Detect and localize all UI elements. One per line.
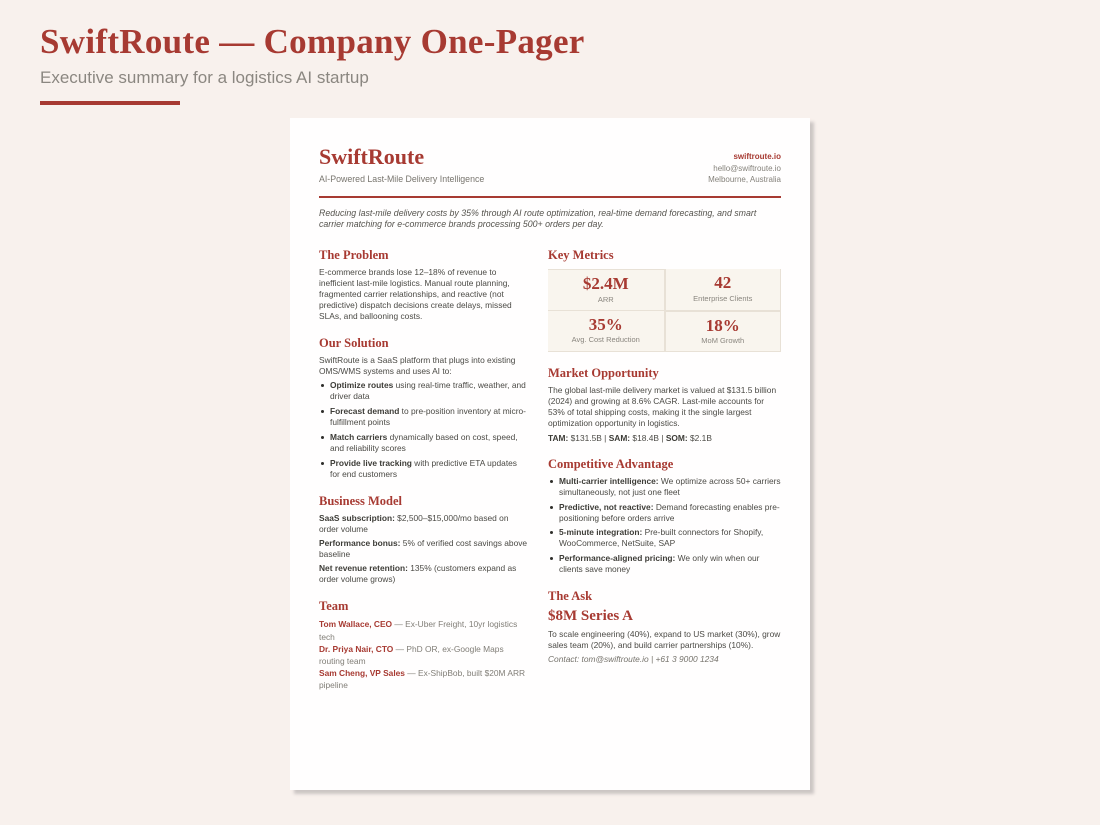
solution-bullet: Optimize routes using real-time traffic, weather, and driver data xyxy=(319,380,528,402)
team-member: Sam Cheng, VP Sales — Ex-ShipBob, built $20M ARR pipeline xyxy=(319,668,526,691)
company-location: Melbourne, Australia xyxy=(708,175,781,185)
section-competitive-advantage xyxy=(548,457,781,575)
market-stat: TAM: $131.5B xyxy=(548,432,602,443)
ask-body: To scale engineering (40%), expand to US market (30%), grow sales team (20%), and build carrier partnerships (10%). xyxy=(548,629,781,651)
advantage-heading: Competitive Advantage xyxy=(548,456,674,471)
right-column xyxy=(548,234,781,692)
metric-label: MoM Growth xyxy=(701,336,745,346)
left-column xyxy=(319,234,528,692)
solution-bullet: Provide live tracking with predictive ETA updates for end customers xyxy=(319,458,528,480)
section-team xyxy=(319,599,528,691)
ask-heading: The Ask xyxy=(548,589,593,604)
metric-value: 18% xyxy=(705,315,740,335)
business-model-item: SaaS subscription: $2,500–$15,000/mo based on order volume xyxy=(319,512,509,534)
metric-value: 42 xyxy=(714,273,732,292)
page-header xyxy=(40,22,585,105)
market-stats xyxy=(548,433,781,443)
metric-label: Avg. Cost Reduction xyxy=(571,335,640,345)
problem-body: E-commerce brands lose 12–18% of revenue to inefficient last-mile logistics. Manual route planning, fragmented carrier relationships, and reactive (not predictive) dispatch decisions create delays, missed SLAs, and ballooning costs. xyxy=(319,267,512,321)
company-email: hello@swiftroute.io xyxy=(713,163,781,173)
market-body: The global last-mile delivery market is valued at $131.5 billion (2024) and growing at 8.6% CAGR. Last-mile accounts for 53% of total shipping costs, making it the single largest optimization opportunity in logistics. xyxy=(548,385,777,428)
team-member: Tom Wallace, CEO — Ex-Uber Freight, 10yr logistics tech xyxy=(319,619,518,642)
intro-statement: Reducing last-mile delivery costs by 35% through AI route optimization, real-time demand forecasting, and smart carrier matching for e-commerce brands processing 500+ orders per day. xyxy=(319,207,757,230)
document-header xyxy=(319,145,781,186)
document-header-left xyxy=(319,145,484,184)
contact-block xyxy=(708,145,781,186)
advantage-bullet: Multi-carrier intelligence: We optimize across 50+ carriers simultaneously, not just one fleet xyxy=(548,476,781,498)
problem-heading: The Problem xyxy=(319,248,389,262)
team-member: Dr. Priya Nair, CTO — PhD OR, ex-Google Maps routing team xyxy=(319,643,504,666)
header-divider xyxy=(319,196,781,198)
market-heading: Market Opportunity xyxy=(548,366,659,381)
advantage-bullet-list xyxy=(548,476,781,575)
page-subtitle: Executive summary for a logistics AI startup xyxy=(40,68,369,88)
advantage-bullet: Performance-aligned pricing: We only win when our clients save money xyxy=(548,553,781,575)
key-metrics-heading: Key Metrics xyxy=(548,248,614,262)
metric-value: 35% xyxy=(588,314,623,334)
ask-contact-line: Contact: tom@swiftroute.io | +61 3 9000 1234 xyxy=(548,654,719,664)
market-stat: | SAM: $18.4B xyxy=(604,432,659,443)
company-tagline: AI-Powered Last-Mile Delivery Intelligence xyxy=(319,174,485,185)
advantage-bullet: Predictive, not reactive: Demand forecasting enables pre-positioning before orders arrive xyxy=(548,502,781,524)
section-key-metrics xyxy=(548,248,781,352)
market-stat: | SOM: $2.1B xyxy=(661,432,712,443)
metric-label: ARR xyxy=(597,294,614,304)
two-column-layout xyxy=(319,234,781,692)
page-title: SwiftRoute — Company One-Pager xyxy=(40,22,585,61)
metric-card xyxy=(548,311,665,353)
metrics-grid xyxy=(548,269,781,352)
team-list xyxy=(319,618,528,691)
business-model-heading: Business Model xyxy=(319,493,403,508)
title-underline xyxy=(40,101,180,105)
metric-card xyxy=(665,311,782,353)
solution-bullet-list xyxy=(319,380,528,479)
business-model-item: Performance bonus: 5% of verified cost savings above baseline xyxy=(319,538,528,560)
section-the-ask xyxy=(548,589,781,664)
solution-bullet: Match carriers dynamically based on cost, speed, and reliability scores xyxy=(319,432,528,454)
solution-bullet: Forecast demand to pre-position inventory at micro-fulfillment points xyxy=(319,406,528,428)
metric-label: Enterprise Clients xyxy=(693,293,753,303)
one-pager-document xyxy=(290,118,810,790)
metric-card xyxy=(548,269,665,311)
metric-card xyxy=(665,269,782,311)
company-name: SwiftRoute xyxy=(319,144,425,169)
metric-value: $2.4M xyxy=(582,274,629,293)
advantage-bullet: 5-minute integration: Pre-built connectors for Shopify, WooCommerce, NetSuite, SAP xyxy=(548,527,781,549)
section-business-model xyxy=(319,494,528,586)
section-problem xyxy=(319,248,528,322)
company-website: swiftroute.io xyxy=(733,152,781,161)
business-model-item: Net revenue retention: 135% (customers expand as order volume grows) xyxy=(319,563,517,585)
solution-heading: Our Solution xyxy=(319,335,389,350)
ask-subheading: $8M Series A xyxy=(548,608,633,625)
business-model-list xyxy=(319,513,528,586)
solution-intro: SwiftRoute is a SaaS platform that plugs into existing OMS/WMS systems and uses AI to: xyxy=(319,354,516,376)
section-solution xyxy=(319,336,528,480)
team-heading: Team xyxy=(319,599,349,614)
section-market-opportunity xyxy=(548,366,781,443)
